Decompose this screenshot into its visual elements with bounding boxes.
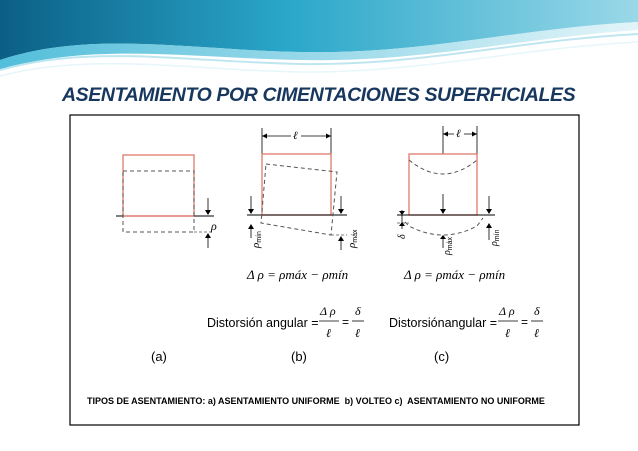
fraction-numerator-2-b: δ bbox=[355, 304, 361, 318]
delta-label-c bbox=[397, 234, 408, 239]
fraction-denominator-1-b: ℓ bbox=[326, 326, 331, 340]
settlement-figure bbox=[69, 114, 580, 426]
fraction-denominator-2-b: ℓ bbox=[355, 326, 360, 340]
equals-sign-c: = bbox=[521, 315, 529, 329]
svg-text:ρmín: $\rho_{mín}$ bbox=[489, 229, 501, 246]
header-banner bbox=[0, 0, 638, 80]
svg-text:ρmáx: ρmáx bbox=[346, 229, 359, 248]
fraction-denominator-1-c: ℓ bbox=[505, 326, 510, 340]
svg-text:ρmáx: $\rho_{máx}$ bbox=[442, 236, 454, 255]
delta-rho-formula-b: Δ ρ = ρmáx − ρmín bbox=[247, 267, 349, 282]
rho-symbol-a: ρ bbox=[211, 219, 217, 233]
svg-text:ρmín: ρmín bbox=[250, 231, 263, 248]
angular-distortion-label-b: Distorsión angular = bbox=[207, 316, 319, 330]
panel-label-a: (a) bbox=[151, 349, 167, 364]
angular-distortion-label-c: Distorsiónangular = bbox=[389, 316, 498, 330]
fraction-numerator-2-c: δ bbox=[534, 304, 540, 318]
svg-text:δ: δ bbox=[397, 234, 408, 239]
ell-symbol-c: ℓ bbox=[456, 128, 461, 140]
panel-label-b: (b) bbox=[291, 349, 307, 364]
delta-rho-formula-c: Δ ρ = ρmáx − ρmín bbox=[404, 267, 506, 282]
ell-symbol-b: ℓ bbox=[293, 130, 298, 142]
panel-label-c: (c) bbox=[434, 349, 450, 364]
slide-title: ASENTAMIENTO POR CIMENTACIONES SUPERFICIALES bbox=[62, 84, 576, 106]
fraction-numerator-1-c: Δ ρ bbox=[499, 304, 515, 318]
equals-sign-b: = bbox=[342, 315, 350, 329]
figure-caption: TIPOS DE ASENTAMIENTO: a) ASENTAMIENTO UNIFORME b) VOLTEO c) ASENTAMIENTO NO UNIFORME bbox=[87, 396, 545, 406]
fraction-denominator-2-c: ℓ bbox=[534, 326, 539, 340]
fraction-numerator-1-b: Δ ρ bbox=[320, 304, 336, 318]
